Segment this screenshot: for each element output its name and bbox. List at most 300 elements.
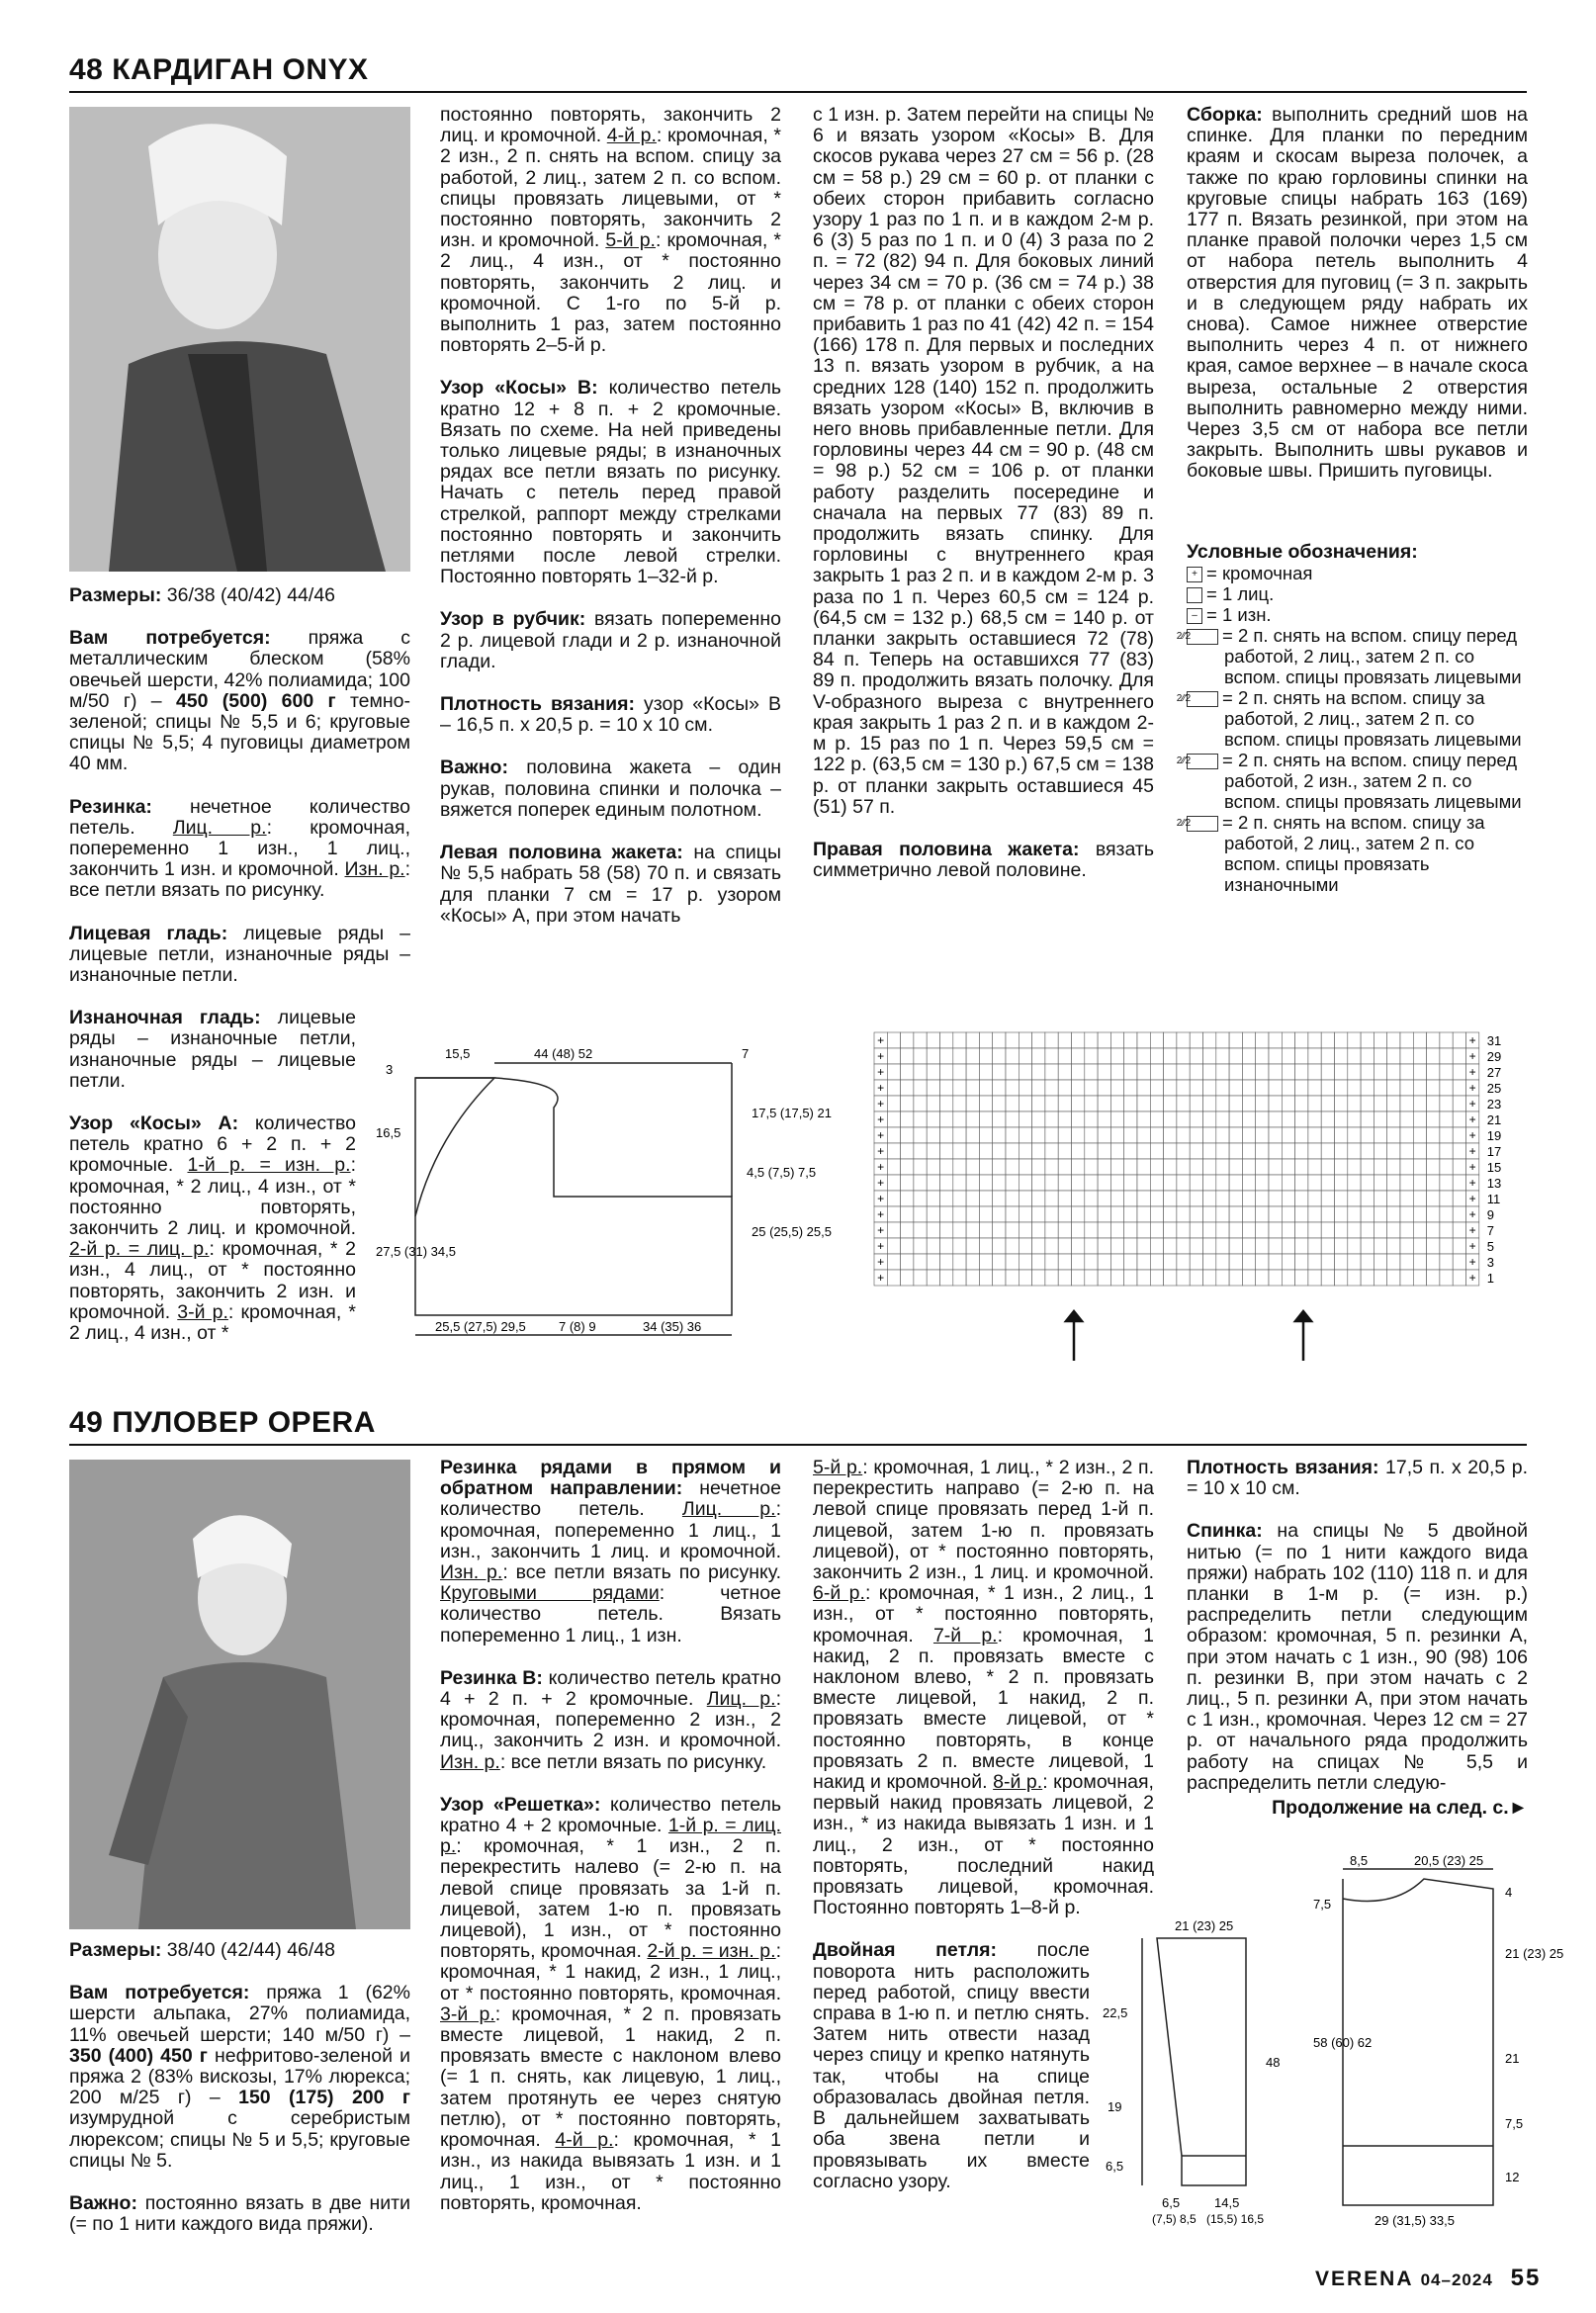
cardigan-model-illustration (69, 107, 410, 572)
chart-cell (1282, 1191, 1294, 1206)
chart-cell (1295, 1222, 1308, 1238)
edge-stitch-symbol: + (877, 1176, 885, 1190)
chart-cell (1387, 1096, 1400, 1112)
chart-cell (1216, 1270, 1229, 1286)
chart-row-number: 25 (1486, 1081, 1502, 1096)
paragraph: Резинка рядами в прямом и обратном направлении: нечетное количество петель. Лиц. р.: кромочная, попеременно 1 лиц., 1 изн., закончить 1 лиц. и кромочной. Изн. р.: все петли вязать по рисунку. Круговыми рядами: четное количество петель. Вязать попеременно 1 лиц., 1 изн. (440, 1457, 782, 1646)
chart-cell (1453, 1191, 1465, 1206)
chart-cell (993, 1112, 1006, 1127)
edge-stitch-symbol: + (877, 1112, 885, 1126)
chart-cell (914, 1222, 927, 1238)
chart-cell (1190, 1048, 1202, 1064)
chart-row-number: 3 (1486, 1255, 1495, 1270)
chart-cell (966, 1096, 979, 1112)
chart-cell (1110, 1222, 1123, 1238)
chart-cell (1308, 1096, 1321, 1112)
chart-cell (979, 1206, 992, 1222)
chart-cell (1427, 1048, 1440, 1064)
chart-cell (1335, 1096, 1348, 1112)
chart-cell (927, 1206, 939, 1222)
chart-cell (1032, 1238, 1045, 1254)
chart-cell (887, 1270, 900, 1286)
chart-cell (1150, 1064, 1163, 1080)
chart-cell (1006, 1127, 1019, 1143)
chart-cell (1321, 1127, 1334, 1143)
chart-cell (1361, 1143, 1374, 1159)
chart-cell (1295, 1096, 1308, 1112)
chart-cell (1348, 1238, 1361, 1254)
chart-cell (1019, 1191, 1031, 1206)
chart-cell (1413, 1112, 1426, 1127)
chart-cell (1150, 1127, 1163, 1143)
chart-cell (1085, 1032, 1098, 1048)
dim-label: 6,5 (1106, 2159, 1124, 2174)
chart-cell (1269, 1112, 1282, 1127)
chart-cell (901, 1175, 914, 1191)
chart-cell (1400, 1048, 1413, 1064)
dim-label: 21 (23) 25 (1505, 1946, 1564, 1961)
chart-cell (1413, 1270, 1426, 1286)
paragraph: Правая половина жакета: вязать симметрично левой половине. (813, 838, 1154, 882)
chart-cell (1019, 1222, 1031, 1238)
chart-cell (1203, 1159, 1216, 1175)
chart-cell (1321, 1191, 1334, 1206)
chart-cell (901, 1254, 914, 1270)
chart-cell (1110, 1159, 1123, 1175)
chart-cell (1032, 1175, 1045, 1191)
chart-cell (1190, 1112, 1202, 1127)
chart-cell (1242, 1127, 1255, 1143)
chart-cell (1269, 1191, 1282, 1206)
issue: 04–2024 (1420, 2270, 1493, 2289)
chart-cell (1321, 1096, 1334, 1112)
chart-cell (979, 1238, 992, 1254)
chart-cell (993, 1222, 1006, 1238)
chart-cell (927, 1143, 939, 1159)
chart-cell (1348, 1175, 1361, 1191)
chart-cell (1032, 1254, 1045, 1270)
chart-cell (1019, 1032, 1031, 1048)
chart-cell (1019, 1064, 1031, 1080)
chart-cell (1085, 1206, 1098, 1222)
chart-cell (1374, 1096, 1386, 1112)
chart-cell (1242, 1143, 1255, 1159)
edge-stitch-symbol: + (877, 1049, 885, 1063)
chart-cell (887, 1064, 900, 1080)
chart-cell (1256, 1238, 1269, 1254)
chart-cell (1177, 1064, 1190, 1080)
chart-cell (1387, 1048, 1400, 1064)
paragraph: Вам потребуется: пряжа с металлическим блеском (58% овечьей шерсти, 42% полиамида; 100 м/50 г) – 450 (500) 600 г темно-зеленой; спицы № 5,5 и 6; круговые спицы № 5,5; 4 пуговицы диаметром 40 мм. (69, 627, 411, 775)
edge-stitch-symbol: + (1468, 1239, 1476, 1253)
chart-row-number: 15 (1486, 1160, 1502, 1175)
chart-cell (1124, 1112, 1137, 1127)
chart-cell (1137, 1127, 1150, 1143)
chart-cell (1361, 1254, 1374, 1270)
section1-column-1 (69, 585, 410, 1366)
chart-cell (914, 1080, 927, 1096)
chart-cell (1229, 1032, 1242, 1048)
chart-cell (1216, 1238, 1229, 1254)
chart-cell (1110, 1096, 1123, 1112)
chart-cell (1440, 1270, 1453, 1286)
chart-cell (1058, 1175, 1071, 1191)
chart-cell (1085, 1048, 1098, 1064)
chart-cell (1335, 1238, 1348, 1254)
edge-stitch-symbol: + (1468, 1223, 1476, 1237)
chart-cell (1308, 1080, 1321, 1096)
chart-cell (993, 1254, 1006, 1270)
chart-cell (1164, 1191, 1177, 1206)
chart-cell (1164, 1143, 1177, 1159)
chart-cell (940, 1206, 953, 1222)
chart-cell (1440, 1254, 1453, 1270)
chart-cell (1400, 1175, 1413, 1191)
chart-cell (953, 1096, 966, 1112)
chart-cell (1203, 1222, 1216, 1238)
chart-cell (979, 1143, 992, 1159)
edge-stitch-symbol: + (877, 1207, 885, 1221)
chart-cell (927, 1096, 939, 1112)
chart-cell (1387, 1270, 1400, 1286)
chart-cell (979, 1270, 992, 1286)
chart-cell (1216, 1080, 1229, 1096)
chart-cell (1098, 1127, 1110, 1143)
dim-label: 22,5 (1103, 2005, 1128, 2020)
chart-cell (1348, 1080, 1361, 1096)
chart-cell (1387, 1206, 1400, 1222)
chart-cell (1216, 1254, 1229, 1270)
chart-cell (1335, 1222, 1348, 1238)
chart-cell (901, 1159, 914, 1175)
chart-cell (1045, 1127, 1058, 1143)
chart-cell (914, 1064, 927, 1080)
chart-cell (1098, 1206, 1110, 1222)
paragraph: Плотность вязания: 17,5 п. x 20,5 р. = 10 x 10 см. (1187, 1457, 1529, 1500)
section2-column-4 (1187, 1458, 1528, 1819)
legend-text: = 2 п. снять на вспом. спицу за работой, 2 лиц., затем 2 п. со вспом. спицы провязать изнаночными (1222, 812, 1485, 895)
chart-cell (1335, 1112, 1348, 1127)
chart-cell (1387, 1238, 1400, 1254)
chart-cell (953, 1032, 966, 1048)
pullover-model-illustration (69, 1460, 410, 1929)
dim-label: 14,5 (1214, 2195, 1240, 2210)
chart-cell (901, 1064, 914, 1080)
chart-cell (993, 1048, 1006, 1064)
chart-cell (1058, 1191, 1071, 1206)
chart-cell (1110, 1254, 1123, 1270)
dim-label: 21 (1505, 2051, 1520, 2066)
chart-cell (1019, 1048, 1031, 1064)
chart-cell (1453, 1127, 1465, 1143)
chart-cell (1190, 1064, 1202, 1080)
chart-cell (1072, 1191, 1085, 1206)
chart-cell (1321, 1048, 1334, 1064)
chart-cell (1150, 1048, 1163, 1064)
chart-cell (901, 1143, 914, 1159)
chart-cell (1164, 1127, 1177, 1143)
chart-cell (1110, 1064, 1123, 1080)
chart-cell (1453, 1222, 1465, 1238)
chart-cell (1098, 1080, 1110, 1096)
chart-cell (1124, 1080, 1137, 1096)
chart-cell (914, 1096, 927, 1112)
chart-cell (1098, 1112, 1110, 1127)
paragraph: Узор «Решетка»: количество петель кратно 4 + 2 кромочные. 1-й р. = лиц. р.: кромочная, * 1 изн., 2 п. перекрестить налево (= 2-ю п. на левой спице провязать за 1-й п. лицевой, затем 1-ю п. провязать лицевой), 1 изн., от * постоянно повторять, кромочная. 2-й р. = изн. р.: кромочная, * 1 накид, 2 изн., 1 лиц., от * постоянно повторять, кромочная. 3-й р.: кромочная, * 2 п. провязать вместе лицевой, 1 накид, 2 п. провязать вместе с наклоном влево (= 1 п. снять, как лицевую, 1 лиц., затем протянуть ее через снятую петлю), от * постоянно повторять, кромочная. 4-й р.: кромочная, * 1 изн., из накида вывязать 1 изн. и 1 лиц., 1 изн., от * постоянно повторять, кромочная. (440, 1793, 781, 2214)
legend-symbol: 2⁄⁄2 (1187, 629, 1218, 645)
chart-cell (1085, 1143, 1098, 1159)
chart-cell (1440, 1191, 1453, 1206)
chart-cell (1058, 1096, 1071, 1112)
chart-cell (1045, 1191, 1058, 1206)
chart-cell (887, 1191, 900, 1206)
chart-cell (1335, 1080, 1348, 1096)
chart-cell (953, 1206, 966, 1222)
paragraph: Резинка В: количество петель кратно 4 + 2 п. + 2 кромочные. Лиц. р.: кромочная, попеременно 2 изн., 2 лиц., закончить 2 изн. и кромочной. Изн. р.: все петли вязать по рисунку. (440, 1666, 781, 1773)
chart-cell (1308, 1254, 1321, 1270)
brand: VERENA (1315, 2268, 1413, 2290)
chart-cell (1335, 1127, 1348, 1143)
chart-cell (1295, 1175, 1308, 1191)
chart-cell (1282, 1048, 1294, 1064)
chart-cell (901, 1191, 914, 1206)
chart-cell (1072, 1096, 1085, 1112)
chart-cell (1150, 1238, 1163, 1254)
chart-cell (1335, 1159, 1348, 1175)
chart-cell (1124, 1096, 1137, 1112)
chart-cell (1413, 1175, 1426, 1191)
chart-cell (1427, 1238, 1440, 1254)
chart-cell (1177, 1159, 1190, 1175)
chart-cell (1387, 1127, 1400, 1143)
edge-stitch-symbol: + (877, 1223, 885, 1237)
chart-cell (1203, 1238, 1216, 1254)
dim-label: 12 (1505, 2170, 1520, 2184)
edge-stitch-symbol: + (1468, 1144, 1476, 1158)
arrow-head (1295, 1311, 1311, 1321)
chart-cell (1387, 1032, 1400, 1048)
dim-label: 4,5 (7,5) 7,5 (747, 1165, 817, 1180)
legend-text: = 1 лиц. (1206, 583, 1275, 604)
chart-cell (1203, 1191, 1216, 1206)
chart-cell (1164, 1112, 1177, 1127)
chart-cell (979, 1096, 992, 1112)
chart-cell (1177, 1032, 1190, 1048)
chart-cell (1110, 1191, 1123, 1206)
chart-cell (1045, 1064, 1058, 1080)
chart-cell (1098, 1032, 1110, 1048)
chart-cell (966, 1032, 979, 1048)
chart-cell (1427, 1032, 1440, 1048)
chart-cell (1058, 1238, 1071, 1254)
sleeve-outline (1157, 1938, 1246, 2185)
chart-cell (1137, 1238, 1150, 1254)
section1-column-3 (813, 105, 1154, 903)
chart-cell (1427, 1080, 1440, 1096)
chart-cell (1321, 1222, 1334, 1238)
chart-cell (1085, 1254, 1098, 1270)
chart-cell (1308, 1222, 1321, 1238)
product-photo-cardigan (69, 107, 410, 572)
chart-cell (1177, 1270, 1190, 1286)
chart-cell (1400, 1191, 1413, 1206)
paragraph: Плотность вязания: узор «Косы» В – 16,5 п. x 20,5 р. = 10 x 10 см. (440, 693, 781, 737)
chart-row-number: 19 (1486, 1128, 1502, 1143)
chart-cell (1177, 1238, 1190, 1254)
chart-cell (887, 1112, 900, 1127)
chart-cell (1203, 1206, 1216, 1222)
chart-cell (1229, 1143, 1242, 1159)
chart-cell (1282, 1270, 1294, 1286)
neckline (415, 1078, 494, 1216)
dim-label: 44 (48) 52 (534, 1046, 593, 1061)
chart-cell (1137, 1064, 1150, 1080)
chart-cell (993, 1175, 1006, 1191)
chart-cell (1137, 1080, 1150, 1096)
chart-cell (940, 1096, 953, 1112)
dim-label: 7,5 (1505, 2116, 1524, 2131)
chart-cell (1072, 1112, 1085, 1127)
chart-cell (1098, 1222, 1110, 1238)
chart-cell (1256, 1206, 1269, 1222)
chart-cell (1295, 1159, 1308, 1175)
chart-cell (1269, 1048, 1282, 1064)
chart-cell (1440, 1112, 1453, 1127)
chart-cell (1085, 1127, 1098, 1143)
dim-label: 17,5 (17,5) 21 (752, 1106, 832, 1120)
chart-cell (993, 1270, 1006, 1286)
chart-cell (1440, 1206, 1453, 1222)
chart-cell (887, 1080, 900, 1096)
chart-cell (1269, 1159, 1282, 1175)
chart-cell (1400, 1222, 1413, 1238)
chart-cell (1440, 1175, 1453, 1191)
chart-cell (1269, 1064, 1282, 1080)
dim-label: 15,5 (445, 1046, 471, 1061)
dim-label: 29 (31,5) 33,5 (1374, 2213, 1455, 2228)
chart-cell (1427, 1175, 1440, 1191)
chart-cell (1400, 1064, 1413, 1080)
chart-cell (953, 1270, 966, 1286)
chart-cell (901, 1080, 914, 1096)
chart-cell (1413, 1096, 1426, 1112)
chart-cell (1427, 1159, 1440, 1175)
chart-cell (1348, 1032, 1361, 1048)
edge-stitch-symbol: + (1468, 1065, 1476, 1079)
chart-cell (1072, 1127, 1085, 1143)
paragraph: постоянно повторять, закончить 2 лиц. и кромочной. 4-й р.: кромочная, * 2 изн., 2 п. снять на вспом. спицу за работой, 2 лиц., затем 2 п. со вспом. спицы провязать лицевыми, от * постоянно повторять, закончить 2 изн. и кромочной. 5-й р.: кромочная, * 2 лиц., 4 изн., от * постоянно повторять, закончить 2 лиц. и кромочной. С 1-го по 5-й р. выполнить 1 раз, затем постоянно повторять 2–5-й р. (440, 104, 782, 357)
chart-cell (1400, 1112, 1413, 1127)
chart-cell (1269, 1238, 1282, 1254)
chart-cell (1242, 1206, 1255, 1222)
chart-cell (979, 1112, 992, 1127)
chart-cell (1216, 1175, 1229, 1191)
paragraph: Узор «Косы» В: количество петель кратно 12 + 8 п. + 2 кромочные. Вязать по схеме. На ней приведены только лицевые ряды; в изнаночных рядах все петли вязать по рисунку. Начать с петель перед правой стрелкой, раппорт между стрелками постоянно повторять и закончить петлями после левой стрелки. Постоянно повторять 1–32-й р. (440, 377, 781, 588)
chart-cell (1440, 1048, 1453, 1064)
chart-cell (1453, 1270, 1465, 1286)
chart-cell (1413, 1222, 1426, 1238)
chart-cell (1453, 1064, 1465, 1080)
chart-cell (940, 1064, 953, 1080)
chart-cell (1440, 1159, 1453, 1175)
chart-cell (1440, 1064, 1453, 1080)
chart-cell (953, 1143, 966, 1159)
chart-cell (993, 1096, 1006, 1112)
chart-cell (1413, 1191, 1426, 1206)
chart-cell (1177, 1080, 1190, 1096)
chart-cell (1177, 1191, 1190, 1206)
edge-stitch-symbol: + (1468, 1081, 1476, 1095)
chart-cell (1019, 1206, 1031, 1222)
chart-cell (1374, 1191, 1386, 1206)
chart-row-number: 13 (1486, 1176, 1502, 1191)
chart-cell (1045, 1238, 1058, 1254)
chart-cell (1045, 1270, 1058, 1286)
chart-cell (1045, 1048, 1058, 1064)
chart-cell (1150, 1191, 1163, 1206)
chart-cell (966, 1238, 979, 1254)
chart-cell (1137, 1112, 1150, 1127)
chart-cell (1256, 1096, 1269, 1112)
dim-label: 19 (1108, 2099, 1122, 2114)
chart-cell (940, 1270, 953, 1286)
chart-cell (901, 1096, 914, 1112)
chart-cell (1256, 1080, 1269, 1096)
cardigan-pattern-diagram (376, 1019, 850, 1355)
chart-cell (940, 1238, 953, 1254)
chart-cell (927, 1191, 939, 1206)
chart-cell (1308, 1270, 1321, 1286)
dim-label: (7,5) 8,5 (1152, 2212, 1197, 2226)
chart-cell (953, 1222, 966, 1238)
chart-cell (1295, 1254, 1308, 1270)
chart-cell (979, 1222, 992, 1238)
chart-cell (1282, 1254, 1294, 1270)
chart-cell (1387, 1112, 1400, 1127)
chart-cell (1006, 1238, 1019, 1254)
chart-cell (1085, 1096, 1098, 1112)
chart-cell (1321, 1175, 1334, 1191)
chart-cell (1072, 1222, 1085, 1238)
chart-cell (1400, 1127, 1413, 1143)
chart-cell (1019, 1096, 1031, 1112)
chart-cell (940, 1143, 953, 1159)
continue-note: Продолжение на след. с.► (1272, 1797, 1528, 1820)
page-number: 55 (1510, 2265, 1542, 2291)
dim-label: 6,5 (1162, 2195, 1181, 2210)
chart-cell (1229, 1191, 1242, 1206)
chart-cell (1032, 1222, 1045, 1238)
chart-cell (1308, 1048, 1321, 1064)
chart-cell (1453, 1238, 1465, 1254)
chart-cell (1282, 1112, 1294, 1127)
chart-cell (1006, 1080, 1019, 1096)
chart-cell (1321, 1206, 1334, 1222)
chart-cell (1110, 1112, 1123, 1127)
chart-cell (1045, 1112, 1058, 1127)
chart-cell (1164, 1159, 1177, 1175)
chart-cell (1282, 1080, 1294, 1096)
chart-cell (1400, 1032, 1413, 1048)
dim-label: 20,5 (23) 25 (1414, 1853, 1484, 1868)
paragraph: Изнаночная гладь: лицевые ряды – изнаночные петли, изнаночные ряды – лицевые петли. (69, 1007, 356, 1092)
edge-stitch-symbol: + (877, 1144, 885, 1158)
chart-cell (979, 1191, 992, 1206)
chart-cell (1110, 1175, 1123, 1191)
chart-cell (1413, 1254, 1426, 1270)
chart-cell (1256, 1175, 1269, 1191)
chart-cell (1308, 1238, 1321, 1254)
